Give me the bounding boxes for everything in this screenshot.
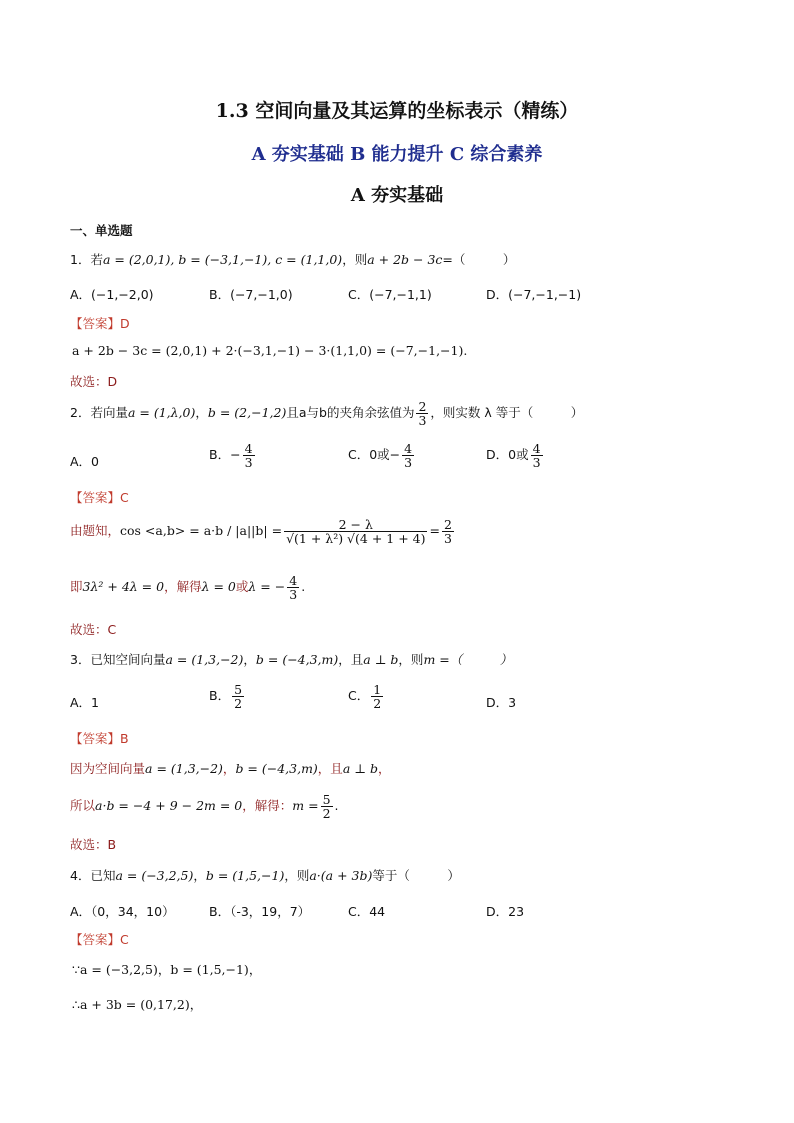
q1-solution: a + 2b − 3c = (2,0,1) + 2·(−3,1,−1) − 3·(1,1,0) = (−7,−1,−1). — [72, 343, 468, 358]
q4-vector-b: b = (1,5,−1) — [205, 868, 285, 883]
q2-vector-b: b = (2,−1,2) — [207, 405, 287, 421]
section-heading: A 夯实基础 — [350, 185, 444, 206]
q2-option-b: B．− $\frac{4}{3}$ — [209, 441, 253, 471]
q4-vector-a: a = (−3,2,5) — [115, 868, 194, 883]
q4-answer: 【答案】C — [70, 932, 129, 947]
q2-solution-line2: 即3λ² + 4λ = 0，解得λ = 0或λ = − $\frac{4}{3}$ . — [70, 573, 306, 603]
q3-conclusion: 故选：B — [70, 837, 117, 852]
q4-option-c: C．44 — [348, 904, 386, 919]
q2-solution-line1: 由题知，cos <a,b> = a·b / |a||b| = $\frac{2 - \lambda}{\text{√(1 + λ²) √(4 + 1 + 4)}}$ = $\frac{2}{3}$ — [70, 517, 452, 547]
q2-option-a: A．0 — [70, 454, 100, 469]
q2-sep: ， — [195, 405, 208, 421]
q1-expression: a + 2b − 3c — [367, 252, 443, 267]
q2-answer: 【答案】C — [70, 490, 129, 505]
page-subtitle: A 夯实基础 B 能力提升 C 综合素养 — [251, 144, 543, 165]
question-4-stem: 4．已知a = (−3,2,5)，b = (1,5,−1)，则a·(a + 3b)等于（ ） — [70, 868, 460, 883]
q3-vector-b: b = (−4,3,m) — [255, 652, 339, 667]
q1-option-a: A．(−1,−2,0) — [70, 287, 154, 302]
q3-solution-line2: 所以a·b = −4 + 9 − 2m = 0，解得：m = $\frac{5}{2}$ . — [70, 792, 339, 822]
page-title: 1.3 空间向量及其运算的坐标表示（精练） — [215, 100, 579, 122]
q3-solution-line1: 因为空间向量a = (1,3,−2)，b = (−4,3,m)，且a ⊥ b， — [70, 761, 391, 776]
q2-cos-formula: cos <a,b> = a·b / |a||b| = — [120, 523, 283, 539]
q1-option-b: B．(−7,−1,0) — [209, 287, 293, 302]
q3-option-b: B． $\frac{5}{2}$ — [209, 682, 243, 712]
q1-vectors: a = (2,0,1), b = (−3,1,−1), c = (1,1,0) — [102, 252, 343, 267]
question-1-stem — [70, 250, 515, 268]
q4-option-b: B．（-3，19，7） — [209, 904, 311, 919]
q4-option-d: D．23 — [486, 904, 525, 919]
q4-solution-line1: ∵a = (−3,2,5)，b = (1,5,−1)， — [72, 962, 262, 977]
question-3-stem: 3．已知空间向量a = (1,3,−2)，b = (−4,3,m)，且a ⊥ b，则m =（ ） — [70, 652, 513, 667]
q2-label: 2．若向量 — [70, 405, 128, 421]
q1-option-c: C．(−7,−1,1) — [348, 287, 432, 302]
q1-option-d: D．(−7,−1,−1) — [486, 287, 582, 302]
q2-mid: 且 — [286, 405, 299, 421]
q1-conclusion: 故选：D — [70, 374, 118, 389]
q1-label: 1．若 — [70, 252, 103, 267]
q2-conclusion: 故选：C — [70, 622, 117, 637]
q3-option-c: C． $\frac{1}{2}$ — [348, 682, 382, 712]
q2-option-c: C．0或− $\frac{4}{3}$ — [348, 441, 413, 471]
q2-cos-fraction-expanded: $\frac{2 - \lambda}{\text{√(1 + λ²) √(4 + 1 + 4)}}$ — [286, 517, 426, 547]
q1-blank: =（ ） — [442, 252, 516, 267]
q3-answer: 【答案】B — [70, 731, 129, 746]
q3-vector-a: a = (1,3,−2) — [165, 652, 244, 667]
question-2-stem — [70, 400, 583, 427]
q1-mid: ，则 — [342, 252, 368, 267]
q3-option-a: A．1 — [70, 695, 100, 710]
q4-option-a: A．（0，34，10） — [70, 904, 175, 919]
q2-option-d: D．0或 $\frac{4}{3}$ — [486, 441, 541, 471]
q2-relation: a与b的夹角余弦值为 — [298, 405, 415, 421]
q2-end: ，则实数 λ 等于（ ） — [430, 405, 584, 421]
q4-solution-line2: ∴a + 3b = (0,17,2)， — [72, 997, 203, 1012]
q1-answer: 【答案】D — [70, 316, 130, 331]
q2-vector-a: a = (1,λ,0) — [127, 405, 196, 421]
q2-cos-fraction: $\frac{2}{3}$ — [418, 399, 427, 429]
q3-option-d: D．3 — [486, 695, 517, 710]
part-heading: 一、单选题 — [70, 223, 133, 238]
